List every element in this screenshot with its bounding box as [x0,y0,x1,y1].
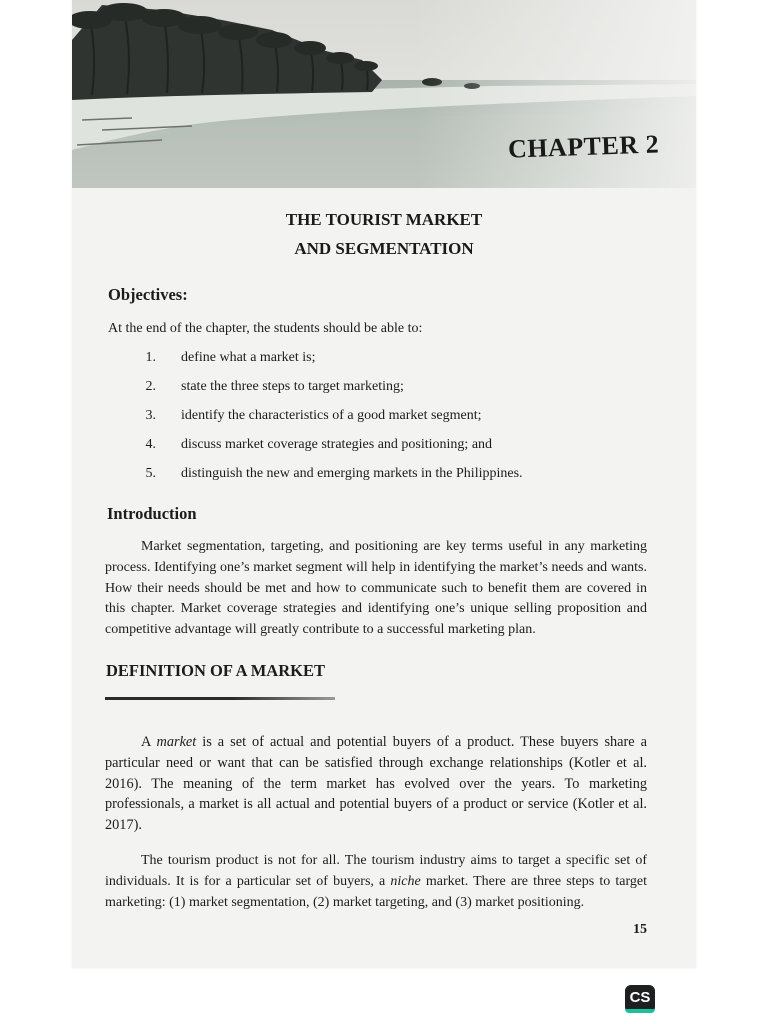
chapter-title-line2: AND SEGMENTATION [294,239,474,258]
paragraph-text: market. There are three steps to target marketing: (1) market segmentation, (2) market targeting, and (3) market positioning. [105,873,647,910]
term-niche: niche [390,873,421,889]
introduction-text: Market segmentation, targeting, and positioning are key terms useful in any marketing process. Identifying one’s market segment will help in identifying the market’s needs and wants. How their needs should be met and how to communicate such to benefit them are covered in this chapter. Market coverage strategies and identifying one’s unique selling proposition and competitive advantage will greatly contribute to a successful marketing plan. [105,539,647,638]
list-text: distinguish the new and emerging markets in the Philippines. [181,466,523,481]
paragraph-text: The tourism product is not for all. The tourism industry aims to target a specific set of individuals. It is for a particular set of buyers, a [105,853,647,889]
list-item [142,350,682,379]
page-number: 15 [633,922,647,937]
list-number: 5. [145,466,156,481]
introduction-heading: Introduction [107,504,197,523]
introduction-paragraph [105,537,647,641]
chapter-label: CHAPTER 2 [507,129,660,164]
term-market: market [156,734,197,750]
list-text: discuss market coverage strategies and positioning; and [181,437,493,452]
list-number: 1. [145,350,156,365]
document-page [72,0,696,968]
objectives-list [142,350,682,495]
objectives-lead: At the end of the chapter, the students should be able to: [108,321,423,336]
paragraph-text: is a set of actual and potential buyers of a product. These buyers share a particular need or want that can be satisfied through exchange relationships (Kotler et al. 2016). The meaning of the term market has evolved over the years. To marketing professionals, a market is all actual and potential buyers of a product or service (Kotler et al. 2017). [105,734,647,834]
chapter-title-line1: THE TOURIST MARKET [285,210,483,229]
list-number: 2. [145,379,156,394]
market-definition-paragraph [105,732,647,836]
list-item [142,408,682,437]
list-text: define what a market is; [181,350,316,365]
tourism-product-paragraph [105,851,647,913]
list-text: state the three steps to target marketing; [181,379,404,394]
list-text: identify the characteristics of a good market segment; [181,408,482,423]
objectives-heading: Objectives: [108,285,188,304]
list-item [142,437,682,466]
heading-underline [105,697,335,700]
camscanner-icon[interactable]: CS [625,985,655,1013]
paragraph-text: A [141,734,157,750]
list-item [142,379,682,408]
list-number: 3. [145,408,156,423]
list-item [142,466,682,495]
definition-heading: DEFINITION OF A MARKET [106,661,325,680]
list-number: 4. [145,437,156,452]
